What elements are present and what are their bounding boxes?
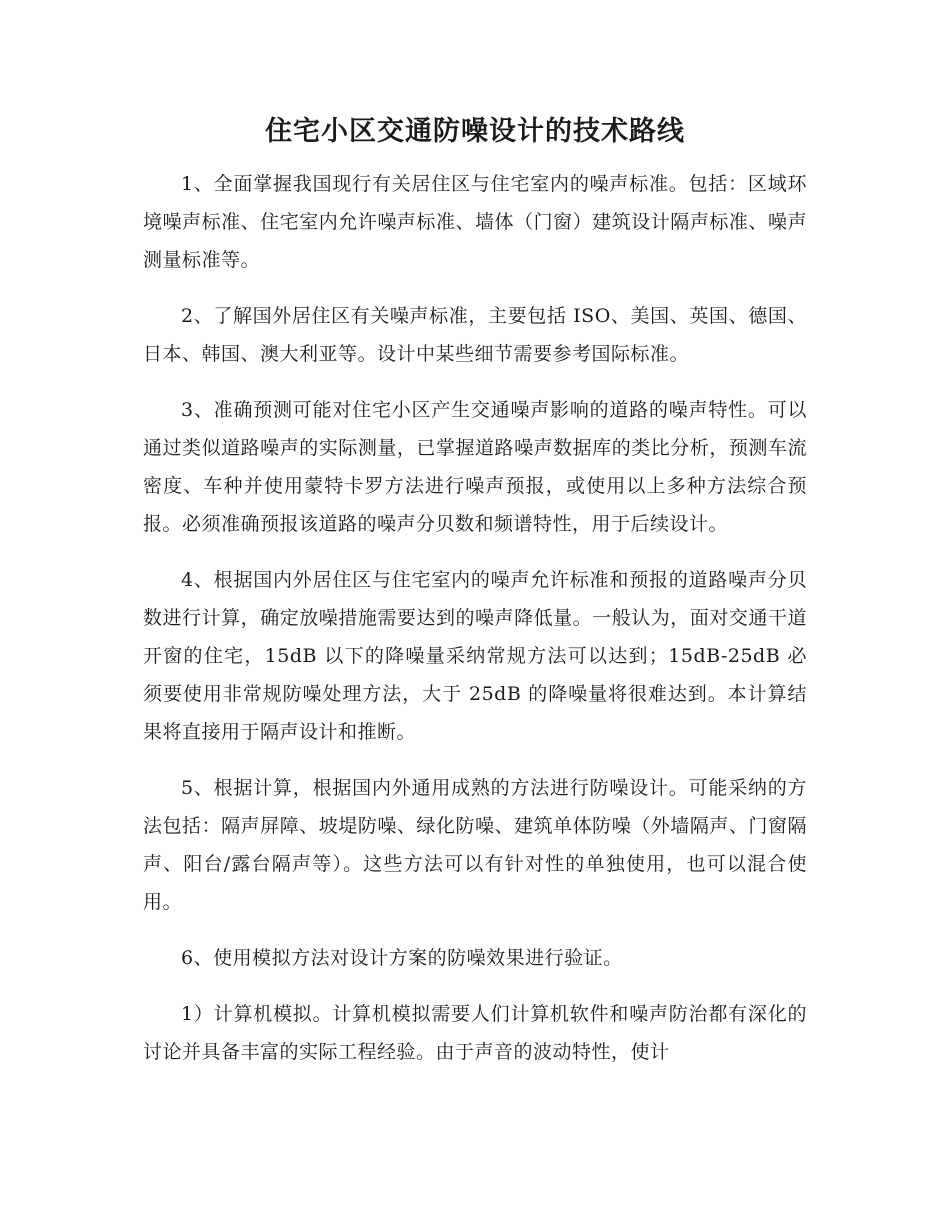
paragraph-4: 4、根据国内外居住区与住宅室内的噪声允许标准和预报的道路噪声分贝数进行计算，确定放噪措施需要达到的噪声降低量。一般认为，面对交通干道开窗的住宅，15dB 以下的降噪量采纳常规方法可以达到；15dB-25dB 必须要使用非常规防噪处理方法，大于 25dB 的降噪量将很难达到。本计算结果将直接用于隔声设计和推断。 (143, 569, 807, 743)
paragraph-1: 1、全面掌握我国现行有关居住区与住宅室内的噪声标准。包括：区域环境噪声标准、住宅室内允许噪声标准、墙体（门窗）建筑设计隔声标准、噪声测量标准等。 (143, 173, 807, 271)
paragraph-2: 2、了解国外居住区有关噪声标准，主要包括 ISO、美国、英国、德国、日本、韩国、澳大利亚等。设计中某些细节需要参考国际标准。 (143, 305, 807, 365)
paragraph-7: 1）计算机模拟。计算机模拟需要人们计算机软件和噪声防治都有深化的讨论并具备丰富的实际工程经验。由于声音的波动特性，使计 (143, 1003, 807, 1063)
paragraph-6: 6、使用模拟方法对设计方案的防噪效果进行验证。 (181, 947, 623, 969)
paragraph-3: 3、准确预测可能对住宅小区产生交通噪声影响的道路的噪声特性。可以通过类似道路噪声的实际测量，已掌握道路噪声数据库的类比分析，预测车流密度、车种并使用蒙特卡罗方法进行噪声预报，或使用以上多种方法综合预报。必须准确预报该道路的噪声分贝数和频谱特性，用于后续设计。 (143, 399, 807, 535)
document-title: 住宅小区交通防噪设计的技术路线 (265, 116, 685, 147)
document-body (143, 165, 807, 1089)
paragraph-5: 5、根据计算，根据国内外通用成熟的方法进行防噪设计。可能采纳的方法包括：隔声屏障、坡堤防噪、绿化防噪、建筑单体防噪（外墙隔声、门窗隔声、阳台/露台隔声等）。这些方法可以有针对性的单独使用，也可以混合使用。 (143, 777, 807, 913)
